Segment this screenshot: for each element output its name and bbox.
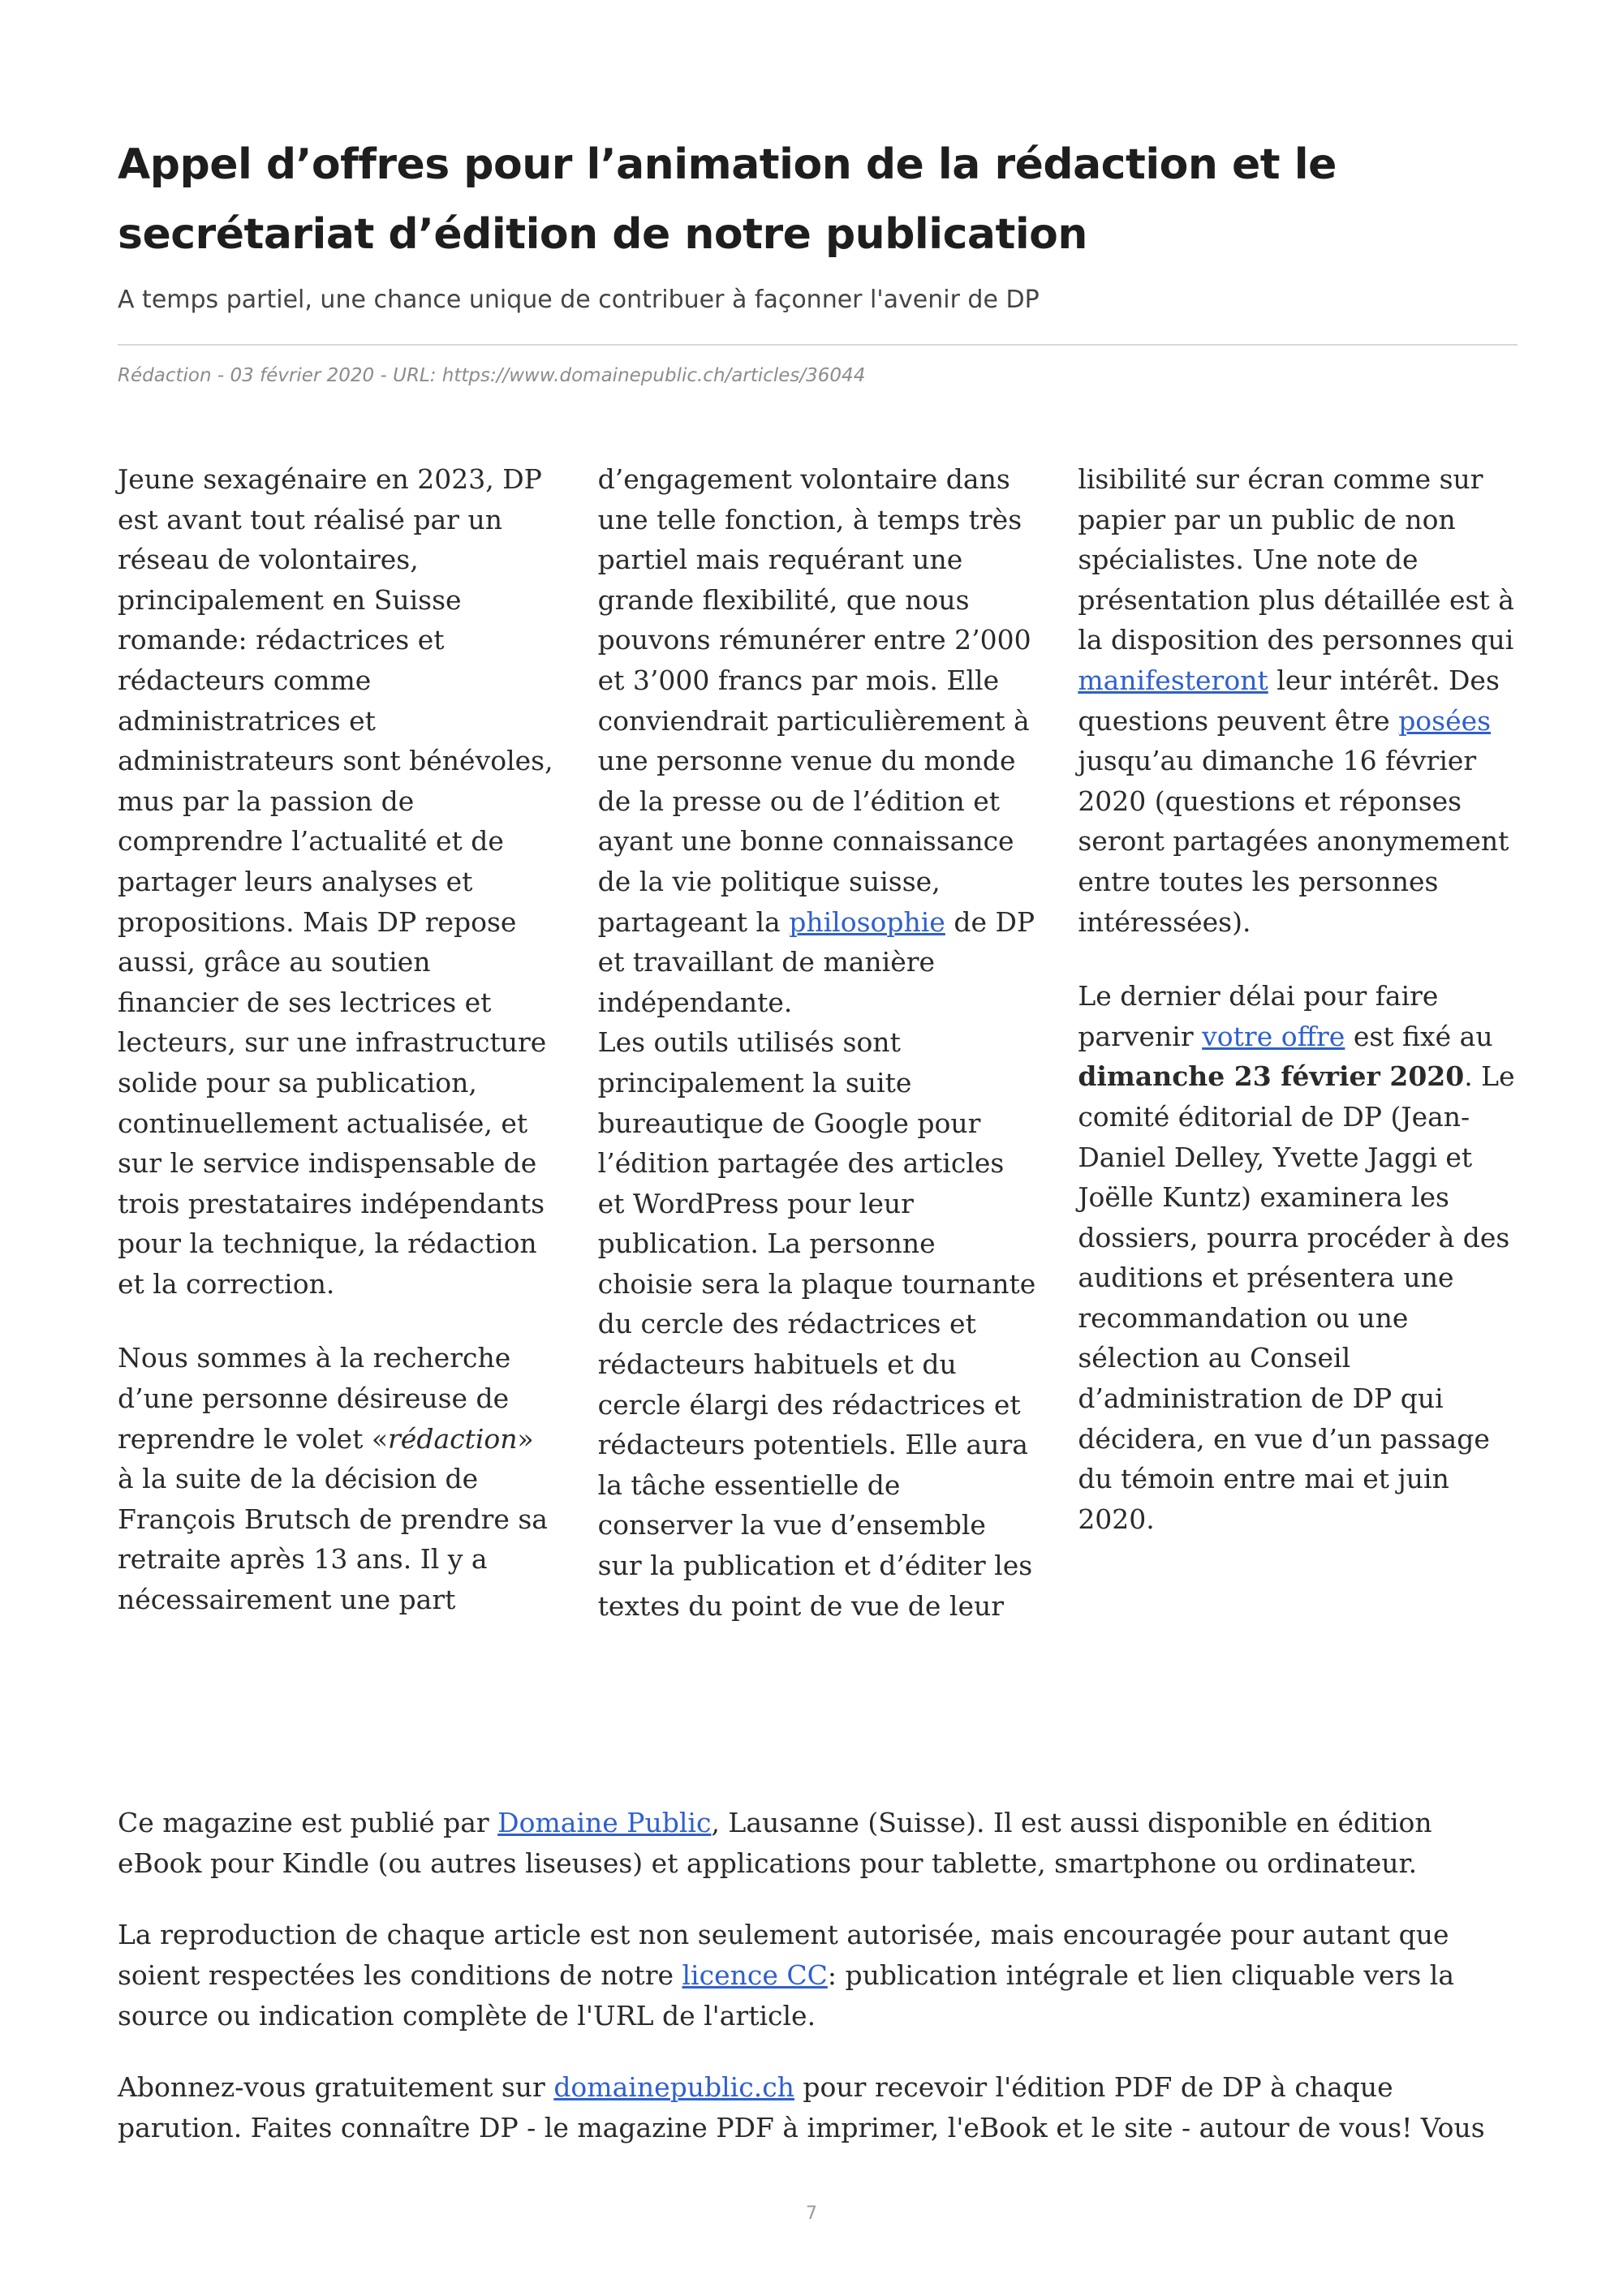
- paragraph-3-text-a: Les outils utilisés sont principalement la suite bureautique de Google pour l’édition partagée des articles et WordPress pour leur publication. La personne choisie sera la plaque tournante du cercle des rédactrices et rédacteurs habituels et du cercle élargi des rédactrices et rédacteurs potentiels. Elle aura la tâche essentielle de conserver la vue d’ensemble sur la publication et d’éditer les textes du point de vue de leur lisibilité sur écran comme sur papier par un public de non spécialistes. Une note de présentation plus détaillée est à la disposition des personnes qui: [597, 463, 1514, 1622]
- deadline-date: dimanche 23 février 2020: [1078, 1060, 1465, 1093]
- footer-3-text-a: Abonnez-vous gratuitement sur: [118, 2071, 554, 2103]
- paragraph-2-text-a: Nous sommes à la recherche d’une personne désireuse de reprendre le volet «: [118, 1342, 511, 1455]
- votre-offre-link[interactable]: votre offre: [1202, 1020, 1345, 1052]
- paragraph-4-text-c: . Le comité éditorial de DP (Jean-Daniel Delley, Yvette Jaggi et Joëlle Kuntz) examinera les dossiers, pourra procéder à des auditions et présentera une recommandation ou une sélection au Conseil d’administration de DP qui décidera, en vue d’un passage du témoin entre mai et juin 2020.: [1078, 1060, 1515, 1535]
- article-body: [118, 459, 1518, 1627]
- footer-3-text-b: pour recevoir l'édition PDF de DP à chaque parution. Faites connaître DP - le magazine PDF à imprimer, l'eBook et le site - autour de vous! Vous: [118, 2071, 1485, 2143]
- paragraph-2-emphasis: rédaction: [388, 1422, 518, 1455]
- domainepublic-ch-link[interactable]: domainepublic.ch: [553, 2071, 794, 2103]
- footer-2-text-a: La reproduction de chaque article est non seulement autorisée, mais encouragée pour autant que soient respectées les conditions de notre: [118, 1919, 1449, 1991]
- article-title: Appel d’offres pour l’animation de la rédaction et le secrétariat d’édition de notre publication: [118, 140, 1337, 259]
- header-divider: [118, 344, 1518, 346]
- footer-1-text-a: Ce magazine est publié par: [118, 1807, 498, 1838]
- article-meta: Rédaction - 03 février 2020 - URL: https://www.domainepublic.ch/articles/36044: [118, 365, 866, 386]
- paragraph-4-text-a: Le dernier délai pour faire parvenir: [1078, 980, 1439, 1052]
- footer-2-text-b: : publication intégrale et lien cliquable vers la source ou indication complète de l'URL de l'article.: [118, 1959, 1455, 2032]
- paragraph-1-text: Jeune sexagénaire en 2023, DP est avant tout réalisé par un réseau de volontaires, principalement en Suisse romande: rédactrices et rédacteurs comme administratrices et administrateurs sont bénévoles, mus par la passion de comprendre l’actualité et de partager leurs analyses et propositions. Mais DP repose aussi, grâce au soutien financier de ses lectrices et lecteurs, sur une infrastructure solide pour sa publication, continuellement actualisée, et sur le service indispensable de trois prestataires indépendants pour la technique, la rédaction et la correction.: [118, 463, 553, 1300]
- philosophie-link[interactable]: philosophie: [789, 905, 945, 938]
- footer-paragraph-3: [118, 2067, 1518, 2148]
- footer-paragraph-1: [118, 1803, 1518, 1884]
- paragraph-4: [1078, 976, 1518, 1539]
- footer-paragraph-2: [118, 1915, 1518, 2036]
- paragraph-4-text-b: est fixé au: [1345, 1020, 1493, 1052]
- paragraph-2-text-b: » à la suite de la décision de François Brutsch de prendre sa retraite après 13 ans. Il y a nécessairement une part d’engagement volontaire dans une telle fonction, à temps très partiel mais requérant une grande flexibilité, que nous pouvons rémunérer entre 2’000 et 3’000 francs par mois. Elle conviendrait particulièrement à une personne venue du monde de la presse ou de l’édition et ayant une bonne connaissance de la vie politique suisse, partageant la: [118, 463, 1031, 1616]
- paragraph-3-text-b: leur intérêt. Des questions peuvent être: [1078, 664, 1500, 737]
- posees-link[interactable]: posées: [1398, 704, 1492, 737]
- paragraph-3-text-c: jusqu’au dimanche 16 février 2020 (questions et réponses seront partagées anonymement entre toutes les personnes intéressées).: [1078, 745, 1509, 938]
- paragraph-2-text-c: de DP et travaillant de manière indépendante.: [597, 905, 1035, 1018]
- page-footer: [118, 1803, 1518, 2179]
- page-number: 7: [806, 2204, 817, 2224]
- manifesteront-link[interactable]: manifesteront: [1078, 664, 1268, 696]
- paragraph-1: [118, 459, 558, 1304]
- domaine-public-link[interactable]: Domaine Public: [497, 1807, 712, 1838]
- article-header: [118, 130, 1518, 386]
- article-subtitle: A temps partiel, une chance unique de contribuer à façonner l'avenir de DP: [118, 286, 1040, 314]
- footer-1-text-b: , Lausanne (Suisse). Il est aussi disponible en édition eBook pour Kindle (ou autres liseuses) et applications pour tablette, smartphone ou ordinateur.: [118, 1807, 1432, 1879]
- licence-cc-link[interactable]: licence CC: [682, 1959, 828, 1991]
